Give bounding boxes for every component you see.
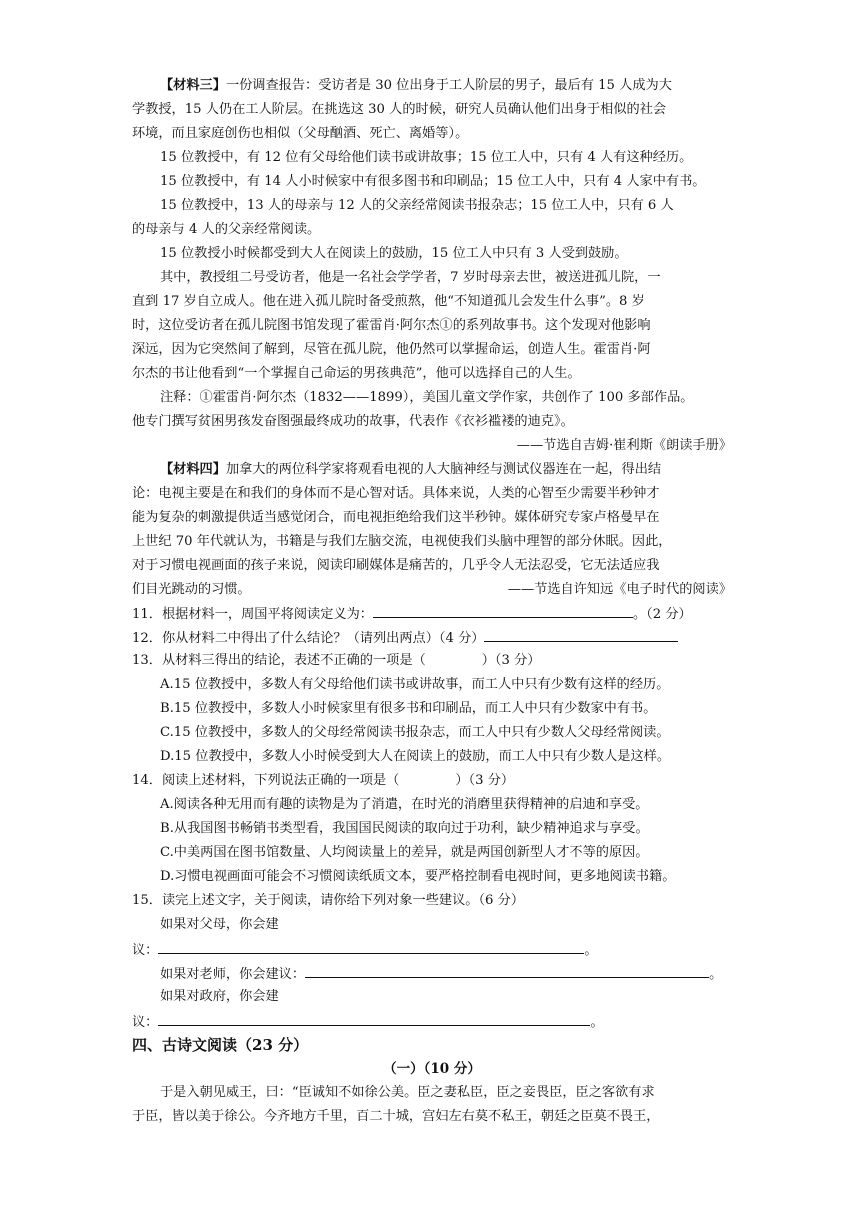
material4-line-3: 能为复杂的刺激提供适当感觉闭合，而电视拒绝给我们这半秒钟。媒体研究专家卢格曼早在 bbox=[132, 510, 660, 525]
material3-line-4: 15 位教授中，有 12 位有父母给他们读书或讲故事；15 位工人中，只有 4 人有这种经历。 bbox=[160, 150, 693, 165]
q14-option-d: D.习惯电视画面可能会不习惯阅读纸质文本，要严格控制看电视时间，更多地阅读书籍。 bbox=[160, 869, 676, 884]
material3-line-1: 【材料三】一份调查报告：受访者是 30 位出身于工人阶层的男子，最后有 15 人成为大 bbox=[160, 78, 672, 93]
material4-line-2: 论：电视主要是在和我们的身体而不是心智对话。具体来说，人类的心智至少需要半秒钟才 bbox=[132, 486, 660, 501]
q13-option-b: B.15 位教授中，多数人小时候家里有很多书和印刷品，而工人中只有少数家中有书。 bbox=[160, 701, 657, 716]
classical-text-line-2: 于臣，皆以美于徐公。今齐地方千里，百二十城，宫妇左右莫不私王，朝廷之臣莫不畏王， bbox=[132, 1109, 660, 1124]
q15-government-line: 议： 。 bbox=[132, 1011, 604, 1033]
q15-government-blank[interactable] bbox=[158, 1011, 590, 1026]
question-14: 14．阅读上述材料，下列说法正确的一项是（ ）（3 分） bbox=[132, 773, 515, 788]
q11-answer-blank[interactable] bbox=[373, 603, 633, 618]
material4-line-6: 们目光跳动的习惯。 bbox=[132, 582, 251, 597]
q15-teachers-blank[interactable] bbox=[305, 963, 709, 978]
material3-line-12: 深远，因为它突然间了解到，尽管在孤儿院，他仍然可以掌握命运，创造人生。霍雷肖·阿 bbox=[132, 342, 651, 357]
material3-source: ——节选自吉姆·崔利斯《朗读手册》 bbox=[516, 438, 732, 453]
material3-line-13: 尔杰的书让他看到“一个掌握自己命运的男孩典范”，他可以选择自己的人生。 bbox=[132, 366, 581, 381]
material3-line-11: 时，这位受访者在孤儿院图书馆发现了霍雷肖·阿尔杰①的系列故事书。这个发现对他影响 bbox=[132, 318, 651, 333]
material3-line-9: 其中，教授组二号受访者，他是一名社会学学者，7 岁时母亲去世，被送进孤儿院，一 bbox=[160, 270, 661, 285]
section4-subtitle: （一）（10 分） bbox=[383, 1061, 481, 1077]
question-15: 15．读完上述文字，关于阅读，请你给下列对象一些建议。（6 分） bbox=[132, 893, 525, 908]
material4-line-5: 对于习惯电视画面的孩子来说，阅读印刷媒体是痛苦的，几乎令人无法忍受，它无法适应我 bbox=[132, 558, 660, 573]
q15-parents-blank[interactable] bbox=[158, 939, 584, 954]
question-12: 12．你从材料二中得出了什么结论？（请列出两点）（4 分） bbox=[132, 627, 678, 649]
material3-line-8: 15 位教授小时候都受到大人在阅读上的鼓励，15 位工人中只有 3 人受到鼓励。 bbox=[160, 246, 628, 261]
q14-option-b: B.从我国图书畅销书类型看，我国国民阅读的取向过于功利，缺少精神追求与享受。 bbox=[160, 821, 649, 836]
material3-line-2: 学教授，15 人仍在工人阶层。在挑选这 30 人的时候，研究人员确认他们出身于相似的社会 bbox=[132, 102, 667, 117]
q15-teachers-line: 如果对老师，你会建议： 。 bbox=[160, 963, 722, 985]
question-13: 13．从材料三得出的结论，表述不正确的一项是（ ）（3 分） bbox=[132, 653, 541, 668]
material3-line-10: 直到 17 岁自立成人。他在进入孤儿院时备受煎熬，他“不知道孤儿会发生什么事”。8 岁 bbox=[132, 294, 645, 309]
material3-line-5: 15 位教授中，有 14 人小时候家中有很多图书和印刷品；15 位工人中，只有 4 人家中有书。 bbox=[160, 174, 706, 189]
material3-line-6: 15 位教授中，13 人的母亲与 12 人的父亲经常阅读书报杂志；15 位工人中，只有 6 人 bbox=[160, 198, 674, 213]
classical-text-line-1: 于是入朝见威王，曰：“臣诚知不如徐公美。臣之妻私臣，臣之妾畏臣，臣之客欲有求 bbox=[160, 1085, 655, 1100]
q15-parents-prompt: 如果对父母，你会建 bbox=[160, 917, 279, 932]
material4-line-4: 上世纪 70 年代就认为，书籍是与我们左脑交流，电视使我们头脑中理智的部分休眠。因此， bbox=[132, 534, 672, 549]
q14-option-a: A.阅读各种无用而有趣的读物是为了消遣，在时光的消磨里获得精神的启迪和享受。 bbox=[160, 797, 649, 812]
q15-government-prompt: 如果对政府，你会建 bbox=[160, 989, 279, 1004]
material3-line-7: 的母亲与 4 人的父亲经常阅读。 bbox=[132, 222, 321, 237]
material3-note-2: 他专门撰写贫困男孩发奋图强最终成功的故事，代表作《衣衫褴褛的迪克》。 bbox=[132, 414, 574, 429]
q12-answer-blank[interactable] bbox=[484, 627, 678, 642]
question-11: 11．根据材料一，周国平将阅读定义为： 。（2 分） bbox=[132, 603, 692, 625]
q14-option-c: C.中美两国在图书馆数量、人均阅读量上的差异，就是两国创新型人才不等的原因。 bbox=[160, 845, 649, 860]
material4-tag: 【材料四】 bbox=[160, 462, 226, 477]
material3-tag: 【材料三】 bbox=[160, 78, 226, 93]
material4-line-1: 【材料四】加拿大的两位科学家将观看电视的人大脑神经与测试仪器连在一起，得出结 bbox=[160, 462, 662, 477]
material3-line-3: 环境，而且家庭创伤也相似（父母酗酒、死亡、离婚等）。 bbox=[132, 126, 469, 141]
material3-note-1: 注释：①霍雷肖·阿尔杰（1832——1899），美国儿童文学作家，共创作了 100 多部作品。 bbox=[160, 390, 694, 405]
q13-option-c: C.15 位教授中，多数人的父母经常阅读书报杂志，而工人中只有少数人父母经常阅读。 bbox=[160, 725, 670, 740]
material4-source: ——节选自许知远《电子时代的阅读》 bbox=[507, 582, 732, 597]
q15-parents-line: 议： 。 bbox=[132, 939, 598, 961]
q13-option-a: A.15 位教授中，多数人有父母给他们读书或讲故事，而工人中只有少数有这样的经历。 bbox=[160, 677, 670, 692]
q13-option-d: D.15 位教授中，多数人小时候受到大人在阅读上的鼓励，而工人中只有少数人是这样。 bbox=[160, 749, 671, 764]
section4-title: 四、古诗文阅读（23 分） bbox=[132, 1036, 309, 1054]
